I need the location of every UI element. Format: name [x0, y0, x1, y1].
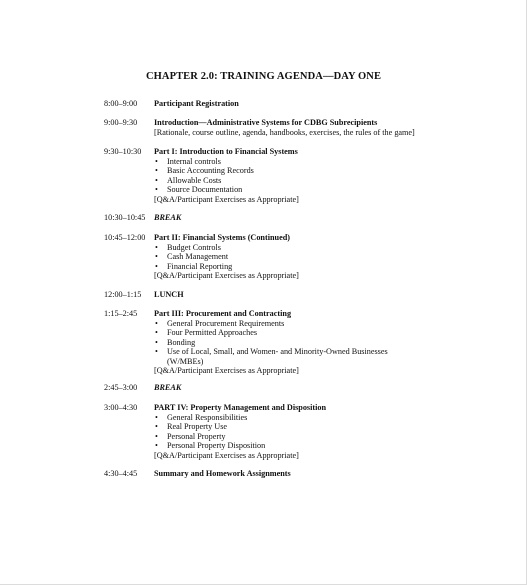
session-body — [154, 403, 506, 460]
session-body — [154, 290, 506, 300]
session-heading: Part II: Financial Systems (Continued) — [154, 233, 291, 242]
topic-item: (W/MBEs) — [167, 356, 204, 366]
session-heading: BREAK — [154, 383, 182, 392]
bullet-icon: • — [155, 166, 158, 175]
bullet-icon: • — [155, 261, 158, 271]
session-heading: BREAK — [154, 213, 182, 222]
session-body — [154, 309, 506, 376]
topic-item: • Budget Controls — [155, 242, 221, 252]
session-time: 4:30–4:45 — [104, 469, 138, 478]
bullet-icon: • — [155, 422, 158, 431]
bullet-icon: • — [155, 441, 158, 450]
bullet-icon: • — [155, 412, 158, 422]
topic-item: • Allowable Costs — [155, 175, 222, 185]
topic-list — [154, 157, 506, 195]
session-time: 8:00–9:00 — [104, 99, 138, 108]
topic-item: • Use of Local, Small, and Women- and Minority-Owned Businesses — [155, 347, 388, 356]
topic-item: • Real Property Use — [155, 422, 228, 431]
session-heading: Summary and Homework Assignments — [154, 469, 291, 478]
bullet-icon: • — [155, 242, 158, 252]
session-time: 10:45–12:00 — [104, 233, 146, 242]
bullet-icon: • — [155, 185, 158, 194]
bullet-icon: • — [155, 431, 158, 441]
session-time: 9:00–9:30 — [104, 118, 138, 127]
bullet-icon: • — [155, 328, 158, 337]
session-heading: LUNCH — [154, 290, 184, 299]
topic-item: • Bonding — [155, 337, 196, 347]
topic-item: • Personal Property Disposition — [155, 441, 266, 450]
topic-list — [154, 319, 506, 367]
session-heading: Introduction—Administrative Systems for CDBG Subrecipients — [154, 118, 378, 127]
session-note: [Q&A/Participant Exercises as Appropriate] — [154, 271, 299, 280]
topic-item: • Financial Reporting — [155, 261, 233, 271]
session-heading: Part I: Introduction to Financial Systems — [154, 147, 298, 156]
session-body — [154, 147, 506, 204]
bullet-icon: • — [155, 156, 158, 166]
session-note: [Q&A/Participant Exercises as Appropriate] — [154, 194, 299, 204]
session-body — [154, 118, 506, 137]
topic-item: • General Procurement Requirements — [155, 318, 285, 328]
session-body — [154, 383, 506, 393]
session-time: 12:00–1:15 — [104, 290, 142, 299]
bullet-icon: • — [155, 252, 158, 261]
session-heading: Part III: Procurement and Contracting — [154, 309, 292, 318]
topic-item: • Internal controls — [155, 156, 221, 166]
topic-item: • Cash Management — [155, 252, 229, 261]
session-time: 3:00–4:30 — [104, 403, 138, 412]
session-note: [Rationale, course outline, agenda, handbooks, exercises, the rules of the game] — [154, 127, 415, 137]
session-time: 1:15–2:45 — [104, 309, 138, 318]
session-body — [154, 469, 506, 479]
session-heading: PART IV: Property Management and Disposition — [154, 403, 327, 412]
bullet-icon: • — [155, 318, 158, 328]
page-title: CHAPTER 2.0: TRAINING AGENDA—DAY ONE — [145, 71, 382, 82]
session-note: [Q&A/Participant Exercises as Appropriate] — [154, 366, 299, 375]
bullet-icon: • — [155, 347, 158, 356]
session-time: 10:30–10:45 — [104, 213, 146, 222]
topic-list — [154, 413, 506, 451]
session-body — [154, 99, 506, 109]
bullet-icon: • — [155, 175, 158, 185]
topic-item: • Personal Property — [155, 431, 226, 441]
topic-item: • General Responsibilities — [155, 412, 248, 422]
session-note: [Q&A/Participant Exercises as Appropriate] — [154, 450, 299, 460]
topic-item: • Four Permitted Approaches — [155, 328, 258, 337]
session-body — [154, 213, 506, 223]
topic-list — [154, 243, 506, 272]
session-heading: Participant Registration — [154, 99, 239, 108]
session-body — [154, 233, 506, 281]
topic-item: • Source Documentation — [155, 185, 243, 194]
bullet-icon: • — [155, 337, 158, 347]
session-time: 9:30–10:30 — [104, 147, 142, 156]
session-time: 2:45–3:00 — [104, 383, 138, 392]
topic-item: • Basic Accounting Records — [155, 166, 254, 175]
